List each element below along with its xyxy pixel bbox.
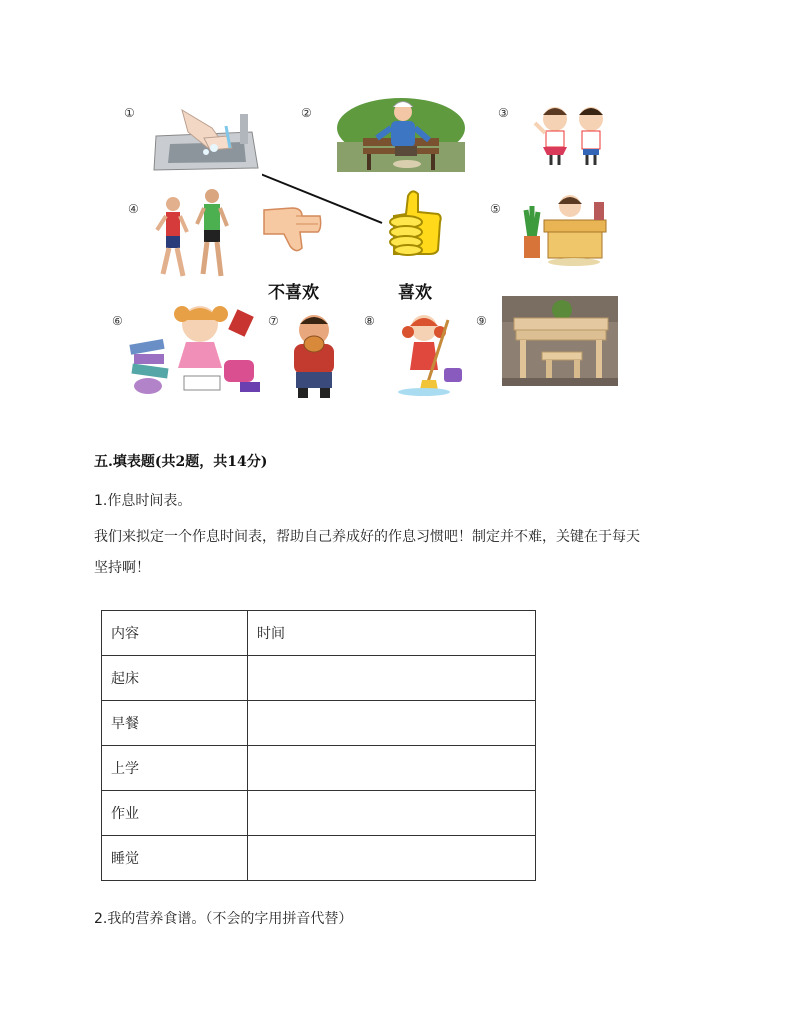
table-row: [102, 746, 536, 791]
picture-number-5: ⑤: [490, 202, 501, 216]
picture-number-8: ⑧: [364, 314, 375, 328]
picture-number-6: ⑥: [112, 314, 123, 328]
picture-number-3: ③: [498, 106, 509, 120]
header-content: 内容: [102, 611, 248, 656]
time-cell[interactable]: [248, 836, 536, 881]
table-row: [102, 791, 536, 836]
row-label: 作业: [102, 791, 248, 836]
thumbs-up-icon: [384, 188, 444, 256]
messy-girl-icon: [128, 298, 272, 396]
time-cell[interactable]: [248, 746, 536, 791]
time-cell[interactable]: [248, 656, 536, 701]
girl-sweeping-icon: [394, 308, 466, 396]
picture-number-4: ④: [128, 202, 139, 216]
header-time: 时间: [248, 611, 536, 656]
row-label: 睡觉: [102, 836, 248, 881]
table-header-row: [102, 611, 536, 656]
picture-number-2: ②: [301, 106, 312, 120]
man-on-bench-icon: [337, 98, 465, 172]
row-label: 上学: [102, 746, 248, 791]
table-row: [102, 836, 536, 881]
table-row: [102, 656, 536, 701]
children-icon: [533, 103, 613, 167]
dislike-label: 不喜欢: [268, 283, 319, 303]
time-cell[interactable]: [248, 791, 536, 836]
question-1-desc-line-2: 坚持啊！: [94, 560, 150, 576]
like-label: 喜欢: [398, 283, 432, 303]
thumbs-down-icon: [262, 204, 322, 254]
runners-icon: [155, 186, 235, 286]
picture-number-9: ⑨: [476, 314, 487, 328]
question-1-title: 1.作息时间表。: [94, 493, 192, 509]
time-cell[interactable]: [248, 701, 536, 746]
section-title: 五.填表题(共2题，共14分): [94, 454, 268, 470]
question-1-desc-line-1: 我们来拟定一个作息时间表，帮助自己养成好的作息习惯吧！制定并不难，关键在于每天: [94, 529, 640, 545]
table-row: [102, 701, 536, 746]
child-at-desk-icon: [518, 188, 610, 268]
picture-number-1: ①: [124, 106, 135, 120]
hand-washing-icon: [152, 108, 262, 176]
row-label: 早餐: [102, 701, 248, 746]
desk-photo-icon: [502, 296, 618, 386]
picture-number-7: ⑦: [268, 314, 279, 328]
boy-eating-icon: [286, 310, 342, 400]
schedule-table: [101, 610, 536, 881]
question-2-title: 2.我的营养食谱。（不会的字用拼音代替）: [94, 911, 353, 927]
row-label: 起床: [102, 656, 248, 701]
